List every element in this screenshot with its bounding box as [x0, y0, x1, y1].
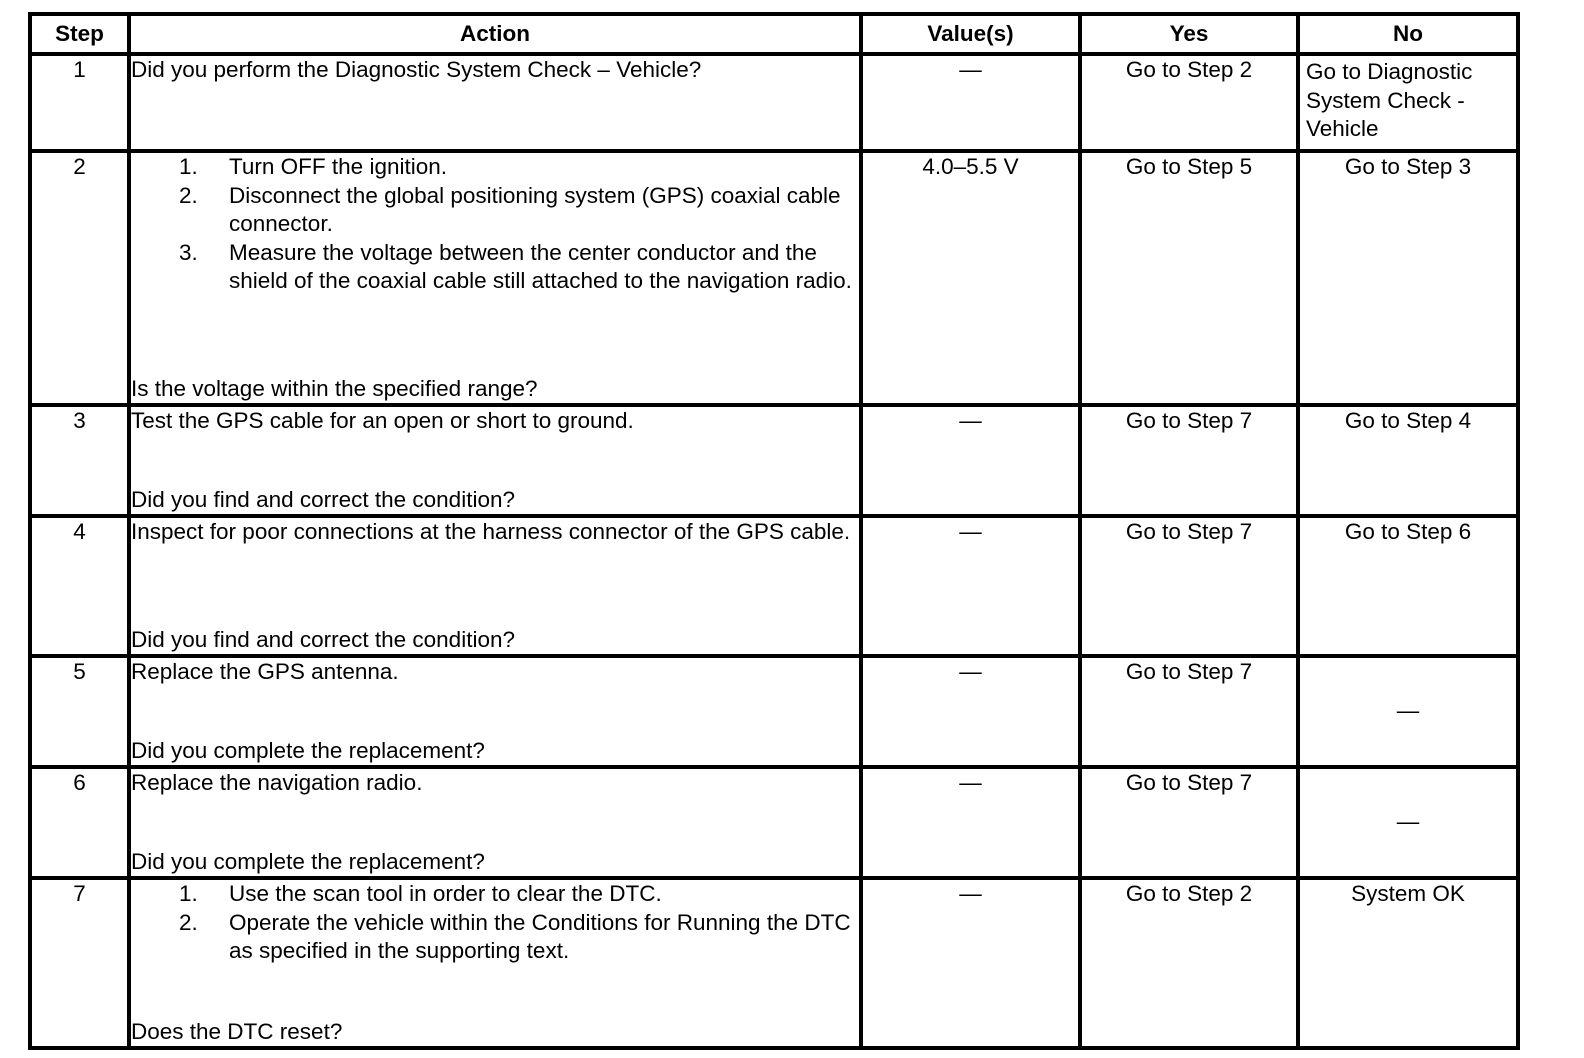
value-cell: — [861, 516, 1080, 656]
no-cell: — [1298, 767, 1518, 878]
table-row [30, 405, 1518, 516]
question-text: Did you complete the replacement? [131, 848, 485, 874]
header-step: Step [30, 14, 129, 54]
no-cell: Go to Step 6 [1298, 516, 1518, 656]
value-cell: — [861, 405, 1080, 516]
yes-cell: Go to Step 7 [1080, 516, 1298, 656]
value-cell: — [861, 54, 1080, 151]
table-row [30, 767, 1518, 878]
action-text: Did you perform the Diagnostic System Check – Vehicle? [131, 57, 702, 82]
yes-cell: Go to Step 7 [1080, 405, 1298, 516]
header-value: Value(s) [861, 14, 1080, 54]
question-text: Does the DTC reset? [131, 1018, 343, 1044]
action-cell [129, 54, 861, 151]
yes-cell: Go to Step 2 [1080, 54, 1298, 151]
table-row [30, 54, 1518, 151]
question-text: Did you complete the replacement? [131, 737, 485, 763]
list-item: 2. Operate the vehicle within the Conditions for Running the DTC as specified in the supporting text. [179, 909, 851, 963]
header-no: No [1298, 14, 1518, 54]
header-yes: Yes [1080, 14, 1298, 54]
step-number: 7 [30, 878, 129, 1048]
step-number: 4 [30, 516, 129, 656]
action-cell [129, 767, 861, 878]
step-number: 1 [30, 54, 129, 151]
no-cell: Go to Step 3 [1298, 151, 1518, 405]
step-number: 2 [30, 151, 129, 405]
procedure-list [131, 880, 859, 966]
yes-cell: Go to Step 5 [1080, 151, 1298, 405]
table-row [30, 516, 1518, 656]
value-cell: — [861, 878, 1080, 1048]
table-row [30, 151, 1518, 405]
step-number: 5 [30, 656, 129, 767]
list-item: 2. Disconnect the global positioning system (GPS) coaxial cable connector. [179, 182, 841, 236]
procedure-list [131, 153, 859, 296]
action-cell [129, 516, 861, 656]
list-item: 1. Use the scan tool in order to clear the DTC. [179, 881, 662, 906]
question-text: Did you find and correct the condition? [131, 486, 515, 512]
action-text: Replace the navigation radio. [131, 770, 423, 795]
no-cell: Go to Step 4 [1298, 405, 1518, 516]
table-row [30, 656, 1518, 767]
list-item: 1. Turn OFF the ignition. [179, 154, 448, 179]
yes-cell: Go to Step 7 [1080, 767, 1298, 878]
no-cell: System OK [1298, 878, 1518, 1048]
yes-cell: Go to Step 2 [1080, 878, 1298, 1048]
action-text: Test the GPS cable for an open or short to ground. [131, 408, 634, 433]
diagnostic-table [28, 12, 1520, 1050]
action-text: Inspect for poor connections at the harness connector of the GPS cable. [131, 519, 851, 544]
action-cell [129, 656, 861, 767]
value-cell: 4.0–5.5 V [861, 151, 1080, 405]
step-number: 6 [30, 767, 129, 878]
header-action: Action [129, 14, 861, 54]
no-cell: — [1298, 656, 1518, 767]
list-item: 3. Measure the voltage between the center conductor and the shield of the coaxial cable still attached to the navigation radio. [179, 239, 852, 293]
header-row [30, 14, 1518, 54]
action-text: Replace the GPS antenna. [131, 659, 399, 684]
value-cell: — [861, 656, 1080, 767]
action-cell [129, 878, 861, 1048]
yes-cell: Go to Step 7 [1080, 656, 1298, 767]
question-text: Is the voltage within the specified range? [131, 375, 538, 401]
action-cell [129, 151, 861, 405]
value-cell: — [861, 767, 1080, 878]
action-cell [129, 405, 861, 516]
no-cell: Go to Diagnostic System Check - Vehicle [1298, 54, 1518, 151]
table-row [30, 878, 1518, 1048]
question-text: Did you find and correct the condition? [131, 626, 515, 652]
step-number: 3 [30, 405, 129, 516]
